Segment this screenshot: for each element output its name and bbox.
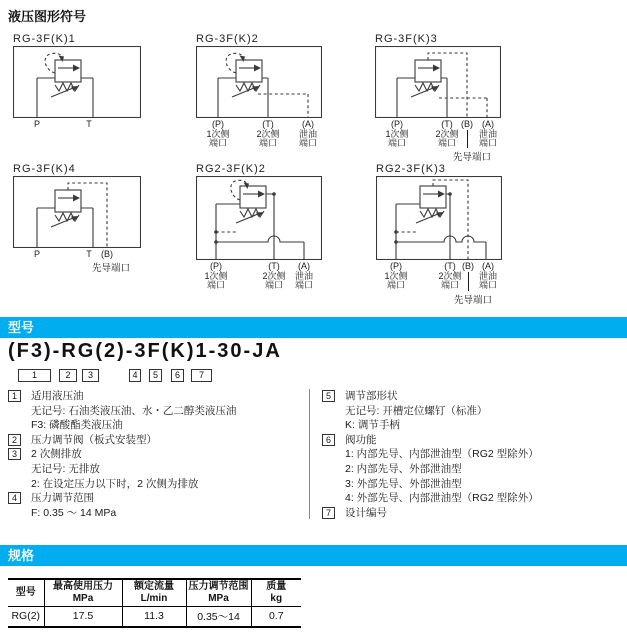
diagram-rg-3fk4	[13, 163, 153, 283]
valve-square	[240, 186, 266, 208]
diagram-rg2-3fk3	[376, 163, 521, 313]
model-item: 3 2 次侧排放	[8, 447, 236, 462]
port-label: T	[86, 249, 92, 259]
position-marker-3: 3	[82, 369, 99, 382]
position-marker-2: 2	[59, 369, 77, 382]
cell-adj-range: 0.35～14	[186, 606, 251, 627]
port-label: (T) 2次侧 端口	[435, 119, 459, 149]
port-label: (A) 泄油 端口	[298, 119, 318, 149]
port-label: T	[86, 119, 92, 129]
spec-table-data-row	[8, 606, 301, 627]
port-label: (P) 1次侧 端口	[204, 261, 228, 291]
relief-valve-symbol	[13, 176, 141, 248]
port-label: (P) 1次侧 端口	[384, 261, 408, 291]
model-items-right	[322, 389, 539, 520]
model-item-line: 2: 在设定压力以下时，2 次侧为排放	[31, 477, 199, 490]
diagram-title: RG-3F(K)4	[13, 163, 76, 175]
cell-model: RG(2)	[11, 610, 41, 623]
section-header-model: 型号	[0, 317, 627, 338]
relief-valve-symbol	[196, 176, 322, 260]
port-label: P	[33, 119, 41, 129]
model-item-line: 4: 外部先导、内部泄油型（RG2 型除外）	[345, 492, 539, 505]
model-item: 6 阀功能	[322, 433, 539, 448]
valve-square	[55, 60, 81, 82]
position-marker-5: 5	[149, 369, 162, 382]
position-marker-1: 1	[18, 369, 51, 382]
pilot-port-tick	[468, 272, 469, 291]
diagram-rg-3fk1	[13, 33, 153, 153]
spec-table-header-row	[8, 579, 301, 606]
spring	[232, 83, 260, 97]
position-marker-6: 6	[171, 369, 184, 382]
item-number: 1	[8, 390, 21, 402]
col-header-rated-flow: 额定流量 L/min	[122, 579, 186, 606]
model-item: 1 适用液压油	[8, 389, 236, 404]
item-number: 5	[322, 390, 335, 402]
model-item-line: F3: 磷酸酯类液压油	[31, 419, 123, 432]
col-header-mass: 质量 kg	[251, 579, 301, 606]
port-label: (A) 泄油 端口	[294, 261, 314, 291]
page-title: 液压图形符号	[8, 9, 87, 24]
relief-valve-symbol	[13, 46, 141, 118]
section-header-spec: 规格	[0, 545, 627, 566]
valve-square	[415, 60, 441, 82]
drain-line	[258, 94, 308, 118]
position-marker-4: 4	[129, 369, 141, 382]
port-label: (A) 泄油 端口	[478, 119, 498, 149]
diagram-rg2-3fk2	[196, 163, 336, 313]
pilot-port-label: 先导端口	[453, 295, 493, 306]
valve-square	[55, 190, 81, 212]
col-header-adj-range: 压力调节范围 MPa	[186, 579, 251, 606]
model-item-line: 1: 内部先导、内部泄油型（RG2 型除外）	[345, 448, 539, 461]
valve-square	[236, 60, 262, 82]
diagram-title: RG-3F(K)3	[375, 33, 438, 45]
port-label: (T) 2次侧 端口	[438, 261, 462, 291]
port-label: (B)	[462, 261, 474, 271]
diagram-rg-3fk2	[196, 33, 336, 158]
drain-line	[439, 98, 487, 118]
port-label: (A) 泄油 端口	[478, 261, 498, 291]
col-header-max-pressure: 最高使用压力 MPa	[44, 579, 122, 606]
model-item-line: 无记号: 开槽定位螺钉（标准）	[345, 404, 488, 417]
spring	[236, 209, 264, 223]
spring	[416, 209, 444, 223]
item-number: 2	[8, 434, 21, 446]
relief-valve-symbol	[196, 46, 322, 118]
spec-table	[8, 578, 301, 628]
port-label: (B)	[101, 249, 113, 259]
model-item-line: 3: 外部先导、外部泄油型	[345, 477, 462, 490]
pilot-port-label: 先导端口	[91, 263, 131, 274]
item-number: 4	[8, 492, 21, 504]
spring	[51, 83, 79, 97]
model-item: 2 压力调节阀（板式安装型）	[8, 433, 236, 448]
col-header-model: 型号	[15, 586, 36, 598]
port-label: (P) 1次侧 端口	[385, 119, 409, 149]
model-number: (F3)-RG(2)-3F(K)1-30-JA	[8, 340, 282, 362]
port-label: P	[33, 249, 41, 259]
relief-valve-symbol	[375, 46, 501, 118]
model-item-line: 无记号: 石油类液压油、水・乙二醇类液压油	[31, 404, 237, 417]
port-label: (T) 2次侧 端口	[256, 119, 280, 149]
column-divider	[309, 389, 310, 519]
port-label: (T) 2次侧 端口	[262, 261, 286, 291]
model-item-line: K: 调节手柄	[345, 419, 400, 432]
model-item-line: F: 0.35 ～ 14 MPa	[31, 506, 117, 519]
model-item-line: 无记号: 无排放	[31, 462, 100, 475]
item-number: 7	[322, 507, 335, 519]
cell-max-pressure: 17.5	[44, 606, 122, 627]
valve-square	[420, 186, 446, 208]
cell-rated-flow: 11.3	[122, 606, 186, 627]
model-item: 4 压力调节范围	[8, 491, 236, 506]
model-item-line: 2: 内部先导、外部泄油型	[345, 462, 462, 475]
item-number: 6	[322, 434, 335, 446]
pilot-port-tick	[467, 130, 468, 148]
cell-mass: 0.7	[251, 606, 301, 627]
model-item: 7 设计编号	[322, 506, 539, 521]
diagram-title: RG-3F(K)2	[196, 33, 259, 45]
item-number: 3	[8, 448, 21, 460]
diagram-title: RG2-3F(K)2	[196, 163, 266, 175]
model-items-left	[8, 389, 236, 520]
spring	[51, 213, 79, 227]
relief-valve-symbol	[376, 176, 502, 260]
port-label: (B)	[461, 119, 473, 129]
spring	[411, 83, 439, 97]
diagram-title: RG-3F(K)1	[13, 33, 76, 45]
diagram-title: RG2-3F(K)3	[376, 163, 446, 175]
pilot-port-label: 先导端口	[452, 152, 492, 163]
port-label: (P) 1次侧 端口	[206, 119, 230, 149]
diagram-rg-3fk3	[375, 33, 520, 168]
position-marker-7: 7	[191, 369, 212, 382]
model-item: 5 调节部形状	[322, 389, 539, 404]
